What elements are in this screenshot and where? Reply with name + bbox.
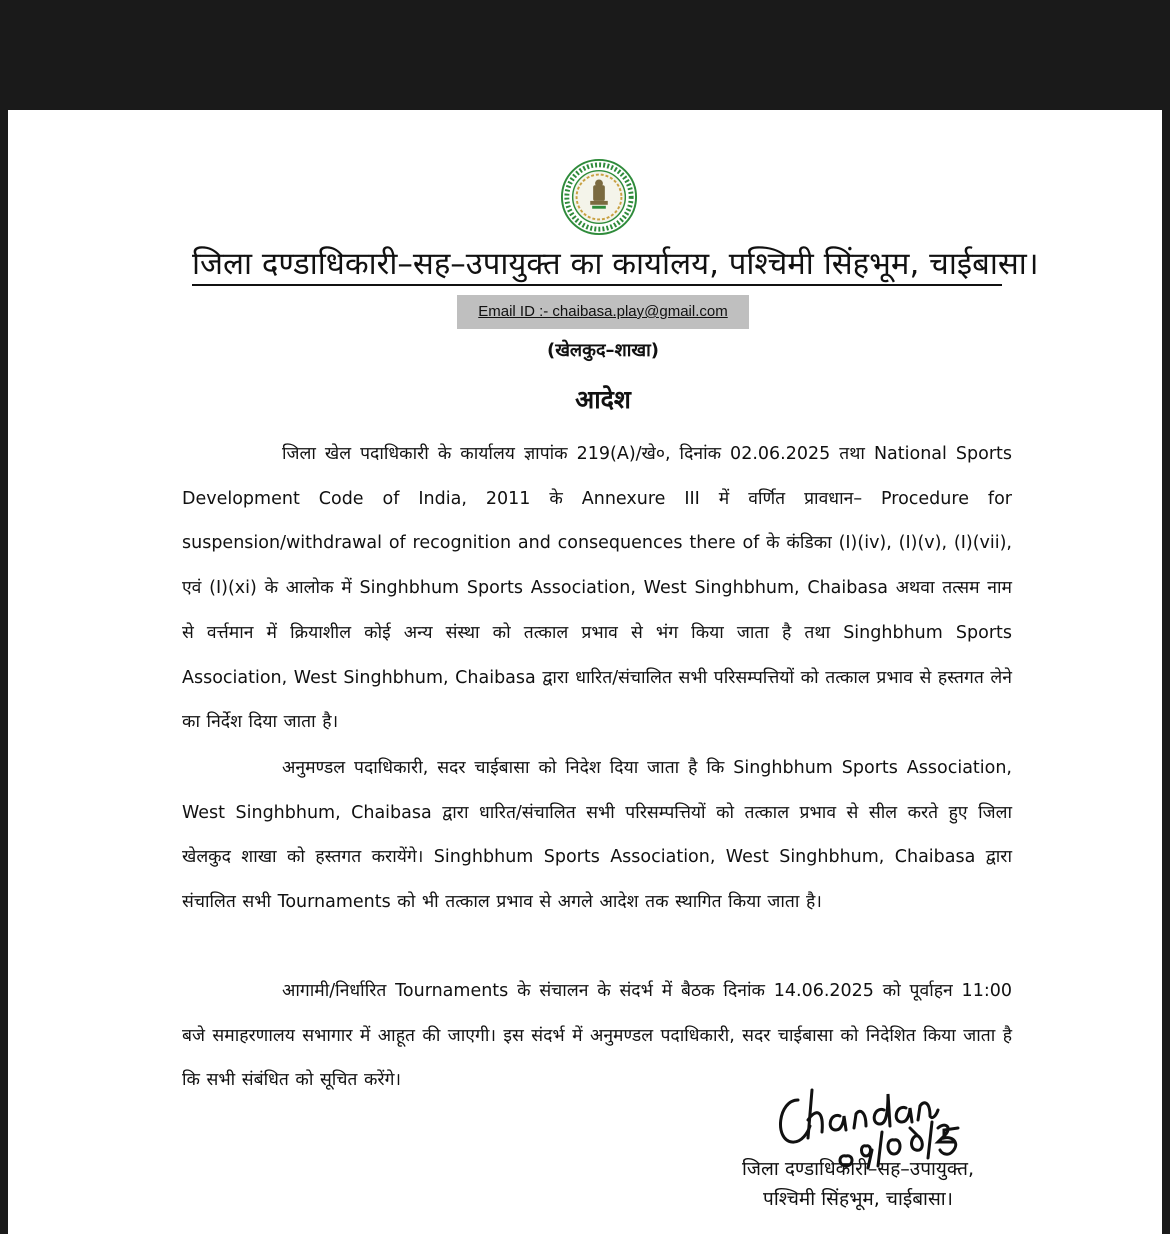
designation-line-1: जिला दण्डाधिकारी–सह–उपायुक्त, bbox=[741, 1158, 974, 1180]
order-paragraph: अनुमण्डल पदाधिकारी, सदर चाईबासा को निदेश दिया जाता है कि Singhbhum Sports Association, West Singhbhum, Chaibasa द्वारा धारित/संचालित सभी परिसम्पत्तियों को तत्काल प्रभाव से सील करते हुए जिला खेलकुद शाखा को हस्तगत करायेंगे। Singhbhum Sports Association, West Singhbhum, Chaibasa द्वारा संचालित सभी Tournaments को भी तत्काल प्रभाव से अगले आदेश तक स्थागित किया जाता है। bbox=[182, 758, 1012, 913]
signatory-designation bbox=[698, 1154, 1018, 1214]
order-paragraph: आगामी/निर्धारित Tournaments के संचालन के संदर्भ में बैठक दिनांक 14.06.2025 को पूर्वाहन 11:00 बजे समाहरणालय सभागार में आहूत की जाएगी। इस संदर्भ में अनुमण्डल पदाधिकारी, सदर चाईबासा को निदेशित किया जाता है कि सभी संबंधित को सूचित करेंगे। bbox=[182, 981, 1012, 1091]
order-paragraph: जिला खेल पदाधिकारी के कार्यालय ज्ञापांक 219(A)/खे०, दिनांक 02.06.2025 तथा National Sports Development Code of India, 2011 के Annexure III में वर्णित प्रावधान– Procedure for suspension/withdrawal of recognition and consequences there of के कंडिका (I)(iv), (I)(v), (I)(vii), एवं (I)(xi) के आलोक में Singhbhum Sports Association, West Singhbhum, Chaibasa अथवा तत्सम नाम से वर्त्तमान में क्रियाशील कोई अन्य संस्था को तत्काल प्रभाव से भंग किया जाता है तथा Singhbhum Sports Association, West Singhbhum, Chaibasa द्वारा धारित/संचालित सभी परिसम्पत्तियों को तत्काल प्रभाव से हस्तगत लेने का निर्देश दिया जाता है। bbox=[182, 444, 1012, 733]
order-heading: आदेश bbox=[575, 385, 631, 414]
email-id-box bbox=[457, 295, 749, 329]
office-title: जिला दण्डाधिकारी–सह–उपायुक्त का कार्यालय, पश्चिमी सिंहभूम, चाईबासा। bbox=[192, 244, 1002, 286]
document-page bbox=[8, 110, 1162, 1234]
section-name: (खेलकुद–शाखा) bbox=[546, 340, 660, 361]
email-id-text: Email ID :- chaibasa.play@gmail.com bbox=[478, 303, 728, 320]
state-emblem-icon bbox=[560, 158, 638, 236]
designation-line-2: पश्चिमी सिंहभूम, चाईबासा। bbox=[763, 1188, 953, 1210]
viewer-top-bar bbox=[0, 0, 1170, 110]
